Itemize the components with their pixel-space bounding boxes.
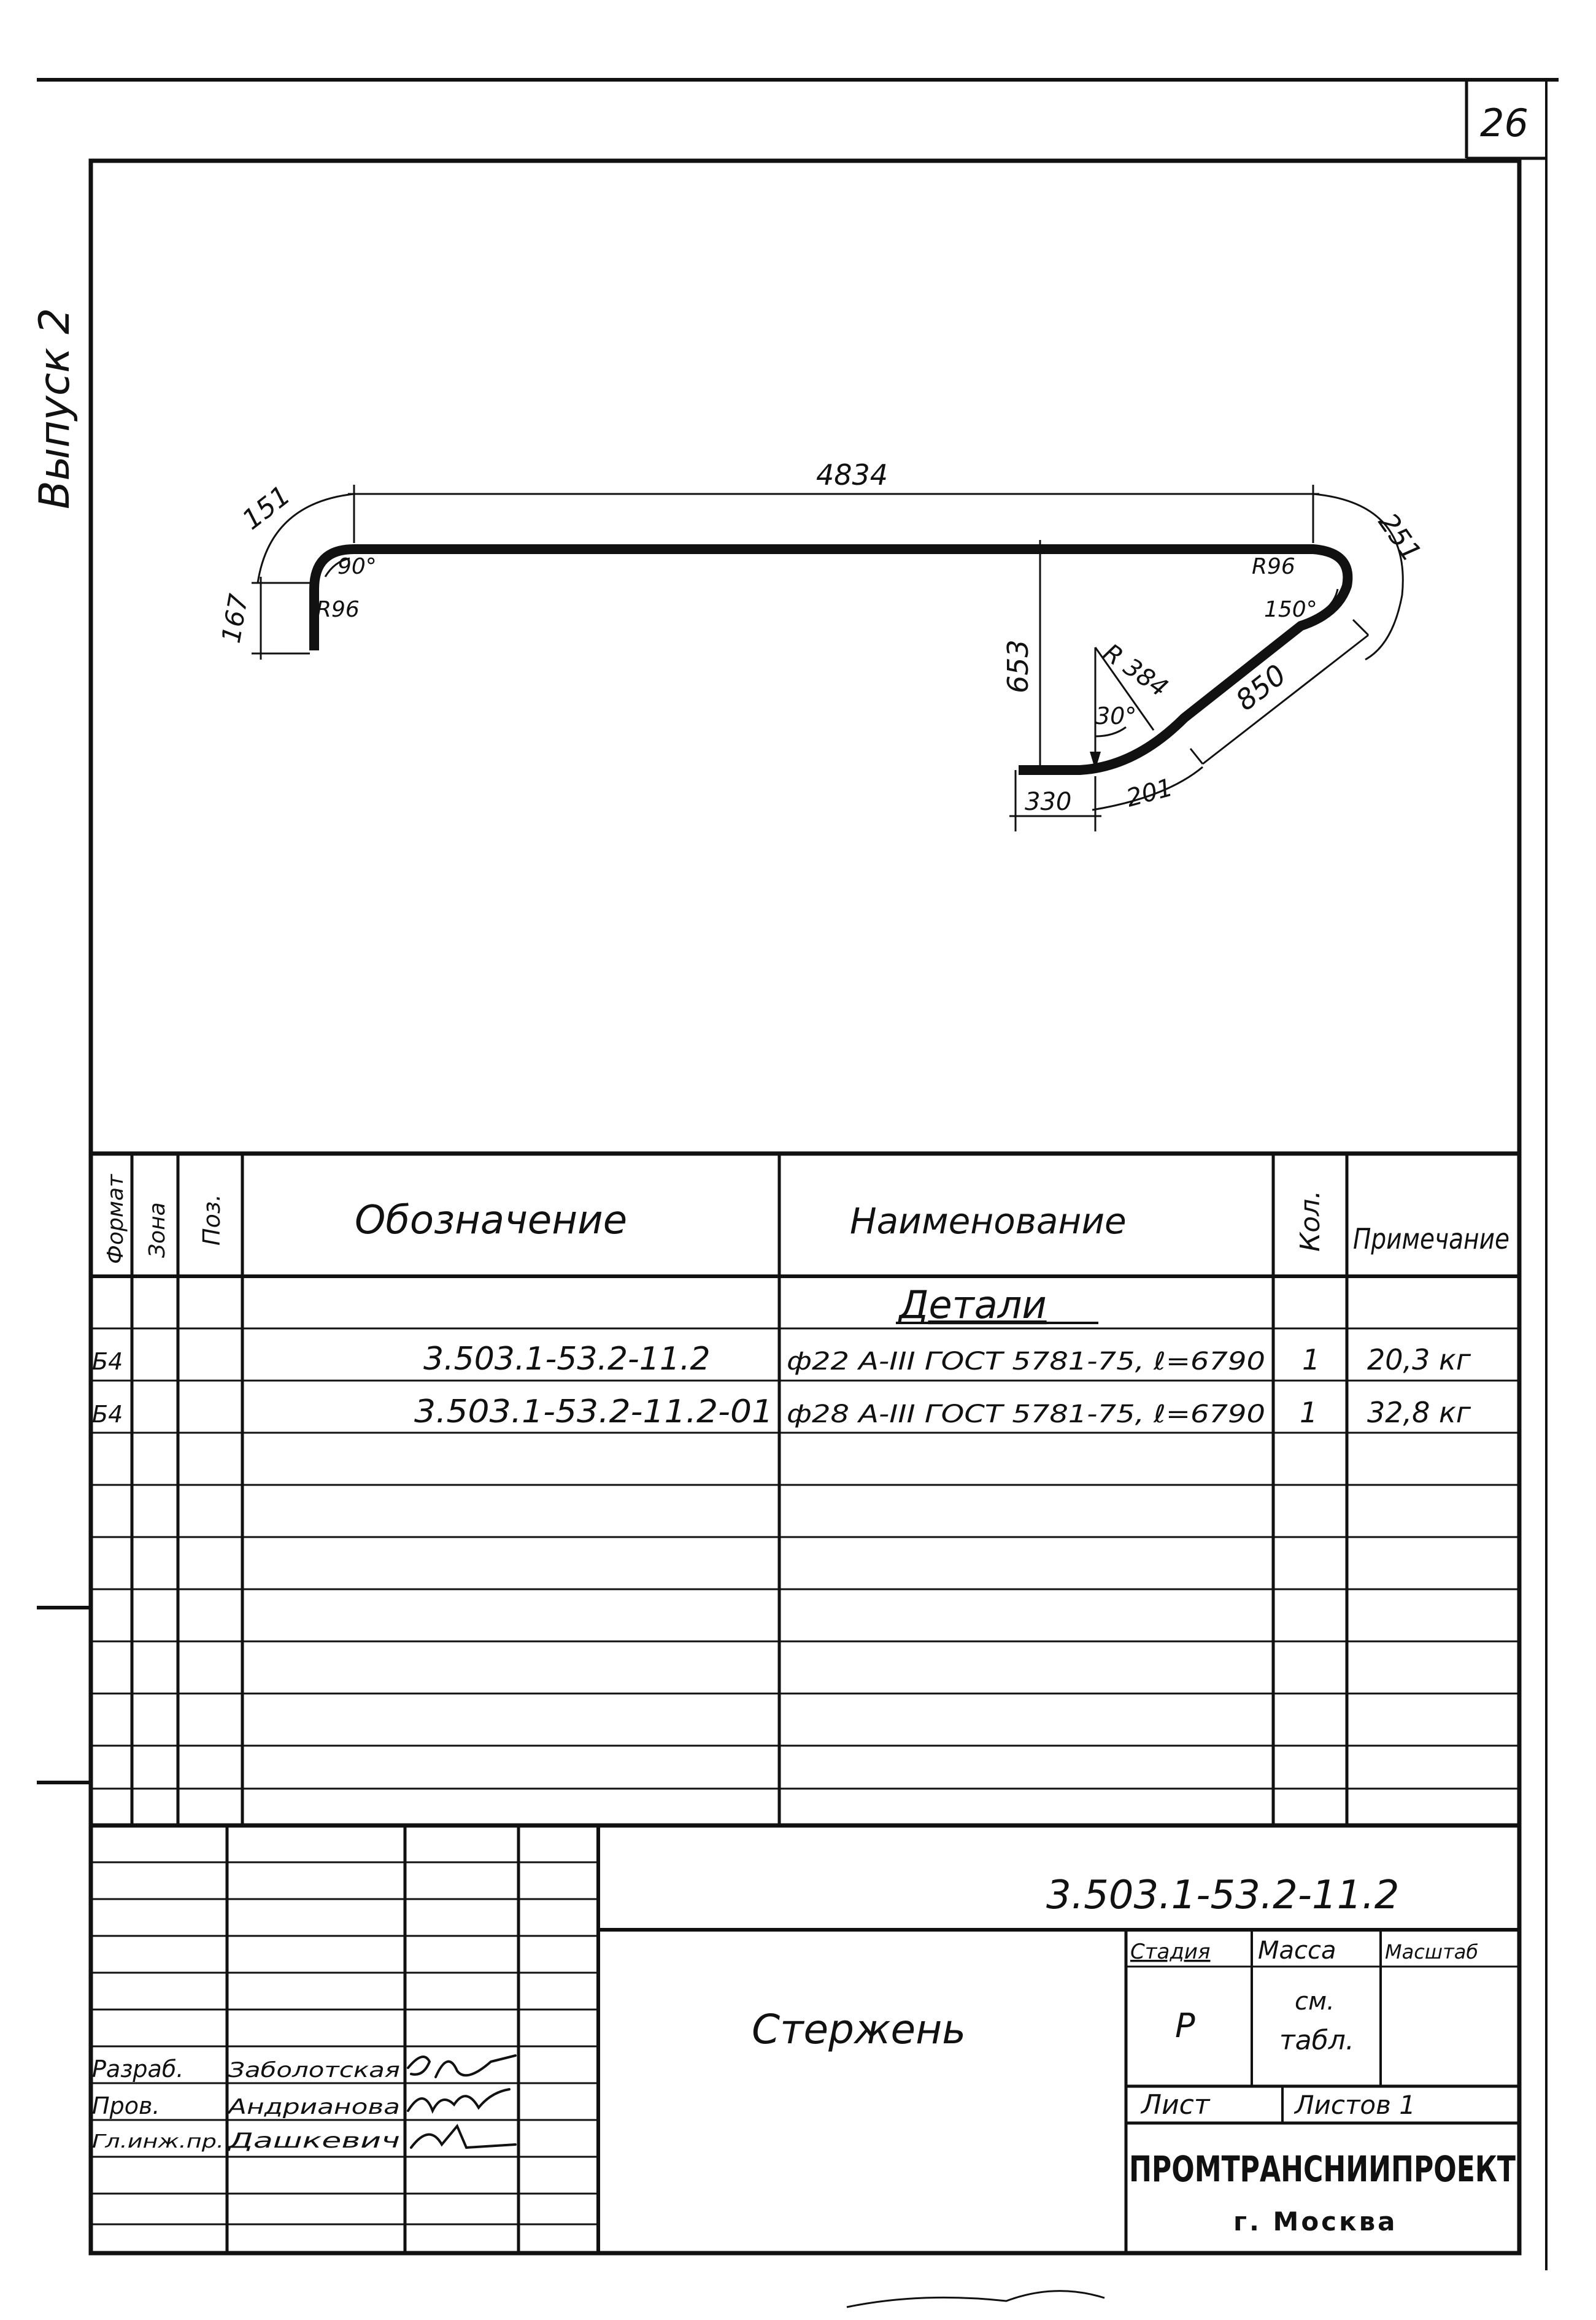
dim-left-leg: 167 <box>215 592 254 646</box>
stage-label: Стадия <box>1130 1940 1211 1964</box>
signature-chief-engineer <box>411 2126 515 2148</box>
sheets-label: Листов 1 <box>1295 2090 1416 2120</box>
dim-left-radius: R96 <box>316 597 360 622</box>
header-pos: Поз. <box>198 1193 225 1246</box>
dim-diagonal: 850 <box>1229 658 1292 717</box>
sheet-label: Лист <box>1141 2089 1210 2121</box>
dim-top-length: 4834 <box>816 458 889 491</box>
dim-bend-radius: R 384 <box>1098 638 1173 703</box>
mass-label: Масса <box>1258 1937 1336 1965</box>
role-checker: Пров. <box>92 2092 160 2119</box>
header-zone: Зона <box>145 1202 170 1258</box>
spec-table <box>91 1154 1519 1825</box>
row-name: ф22 А-III ГОСТ 5781-75, ℓ=6790 <box>787 1347 1265 1376</box>
header-designation: Обозначение <box>355 1198 628 1243</box>
name-checker: Андрианова <box>226 2095 400 2119</box>
dim-right-arc: 251 <box>1371 507 1427 568</box>
dim-drop: 653 <box>1001 639 1035 693</box>
dim-bottom-arc: 201 <box>1123 773 1176 813</box>
signature-developer <box>408 2056 515 2077</box>
city: г. Москва <box>1233 2206 1398 2237</box>
dim-left-arc: 151 <box>236 479 296 536</box>
row-qty: 1 <box>1300 1396 1318 1429</box>
row-name: ф28 А-III ГОСТ 5781-75, ℓ=6790 <box>787 1400 1265 1428</box>
document-code: 3.503.1-53.2-11.2 <box>1046 1873 1400 1918</box>
dim-right-angle: 150° <box>1264 597 1317 622</box>
name-developer: Заболотская <box>228 2058 400 2083</box>
role-chief-engineer: Гл.инж.пр. <box>92 2131 224 2152</box>
header-format: Формат <box>103 1174 128 1264</box>
row-designation: 3.503.1-53.2-11.2 <box>423 1341 711 1378</box>
name-chief-engineer: Дашкевич <box>226 2129 400 2153</box>
dim-bend-angle: 30° <box>1095 703 1137 730</box>
organization: ПРОМТРАНСНИИПРОЕКТ <box>1129 2148 1516 2190</box>
title-block <box>91 1825 1519 2253</box>
role-developer: Разраб. <box>92 2056 184 2083</box>
stage-value: Р <box>1175 2006 1195 2045</box>
mass-value-2: табл. <box>1279 2025 1354 2056</box>
rod-outline <box>314 549 1347 770</box>
rod-drawing <box>216 458 1427 831</box>
dim-left-angle: 90° <box>337 554 377 579</box>
section-title: Детали <box>899 1282 1047 1327</box>
row-qty: 1 <box>1302 1343 1320 1376</box>
row-designation: 3.503.1-53.2-11.2-01 <box>414 1393 773 1430</box>
document-title: Стержень <box>752 2006 966 2053</box>
table-row <box>92 1393 1471 1430</box>
row-format: Б4 <box>92 1401 123 1428</box>
sheet-number: 26 <box>1480 101 1529 145</box>
table-row <box>92 1341 1471 1378</box>
signature-checker <box>408 2089 509 2111</box>
mass-value-1: см. <box>1295 1987 1335 2016</box>
issue-label: Выпуск 2 <box>31 307 79 509</box>
header-qty: Кол. <box>1295 1190 1326 1252</box>
dim-right-radius: R96 <box>1252 554 1295 579</box>
header-name: Наименование <box>850 1200 1127 1242</box>
row-note: 32,8 кг <box>1367 1396 1471 1429</box>
dim-bottom-length: 330 <box>1025 788 1072 816</box>
header-note: Примечание <box>1353 1222 1509 1255</box>
scale-label: Масштаб <box>1385 1940 1479 1964</box>
row-format: Б4 <box>92 1348 123 1375</box>
row-note: 20,3 кг <box>1367 1343 1471 1376</box>
